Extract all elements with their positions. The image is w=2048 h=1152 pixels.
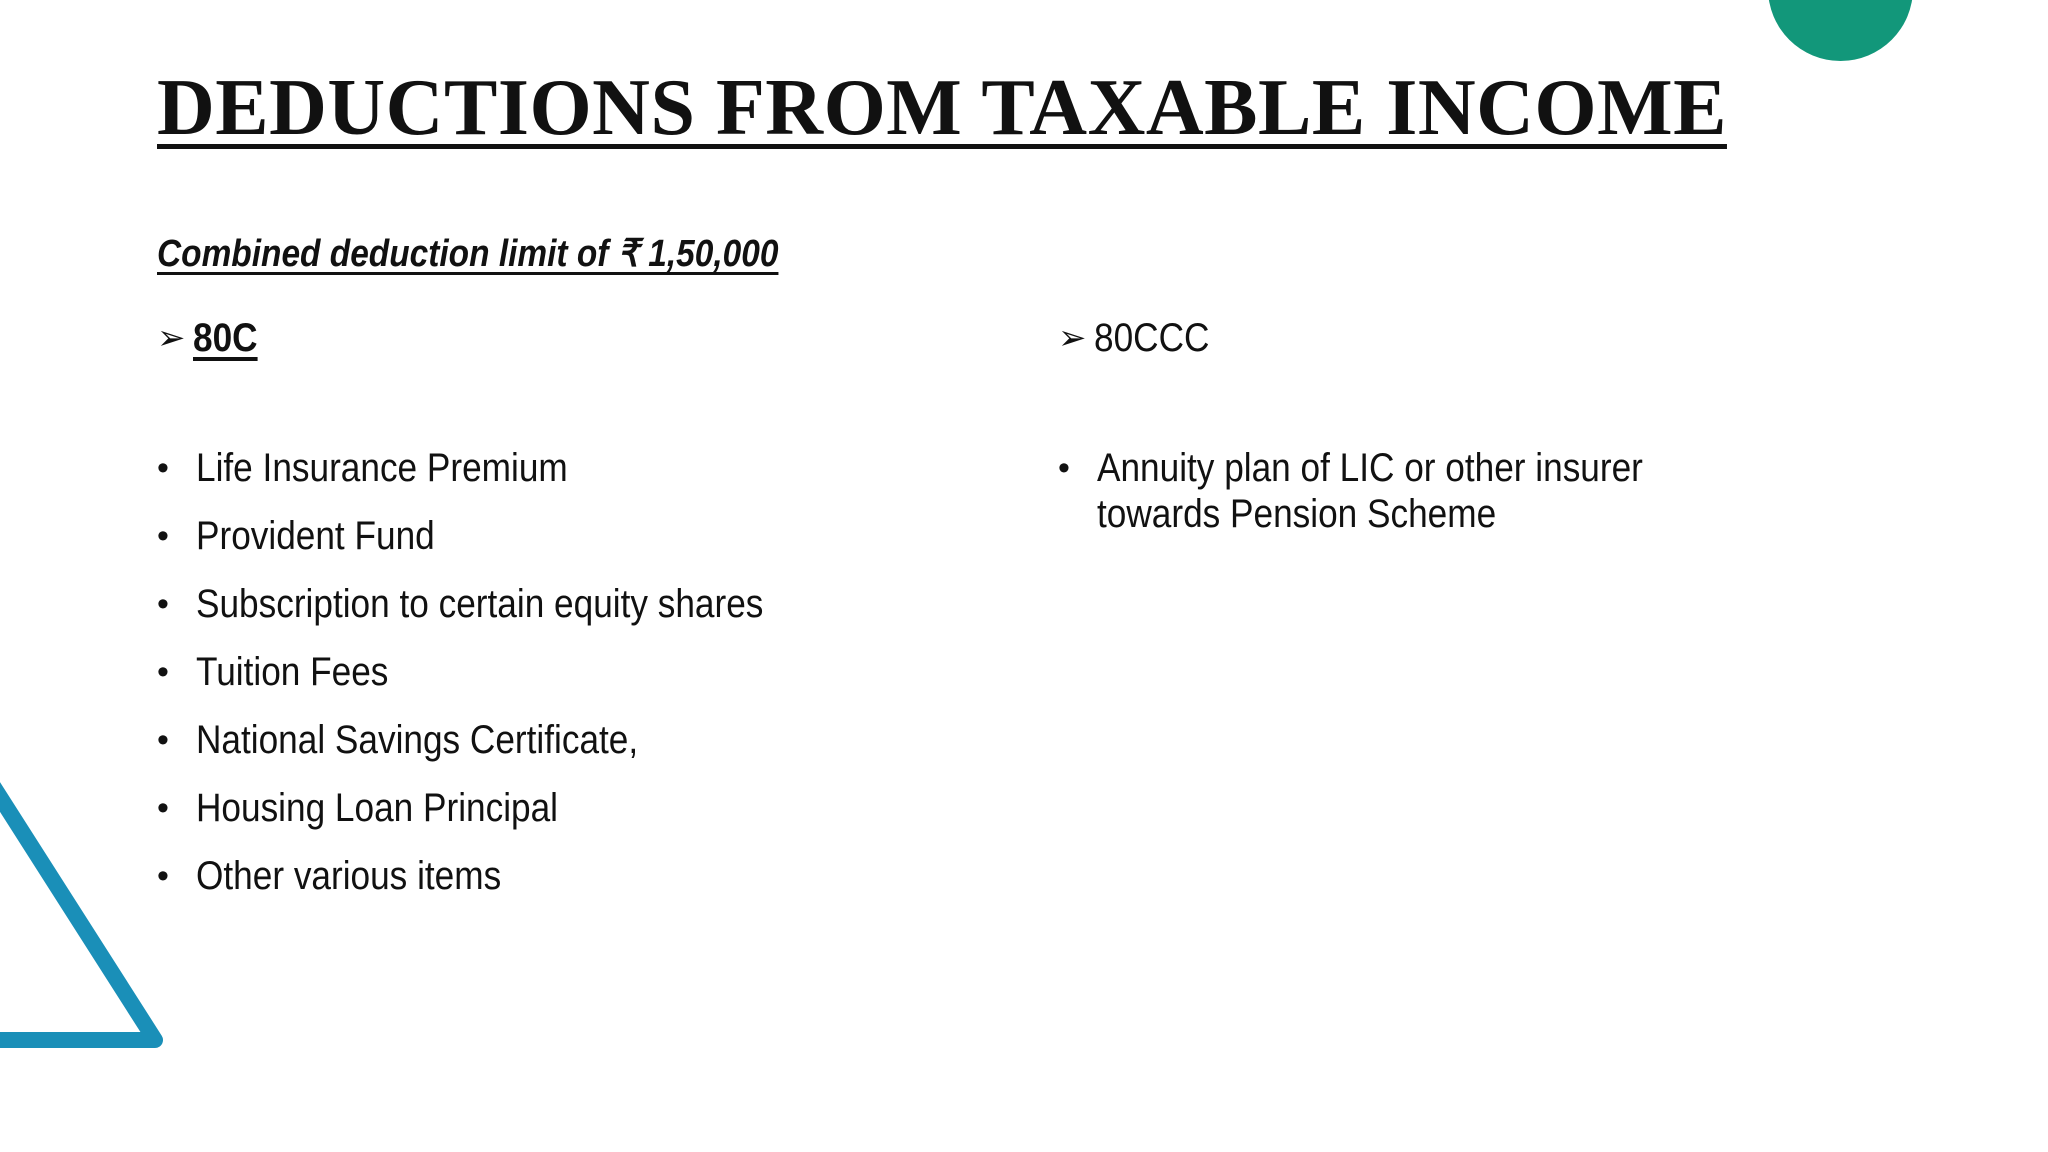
column-heading-80ccc: [1058, 310, 1898, 366]
bullet-icon: •: [157, 517, 169, 555]
slide-title: DEDUCTIONS FROM TAXABLE INCOME: [157, 64, 1727, 152]
column-heading-80c: [157, 310, 977, 366]
bullet-list-80ccc: [1058, 445, 1817, 559]
list-item: • National Savings Certificate,: [157, 718, 639, 762]
list-item: • Other various items: [157, 854, 502, 898]
bullet-icon: •: [157, 653, 169, 691]
decorative-triangle: [0, 730, 180, 1060]
bullet-icon: •: [157, 721, 169, 759]
slide-subtitle: Combined deduction limit of ₹ 1,50,000: [157, 233, 779, 275]
arrow-bullet-icon: ➢: [157, 319, 186, 357]
column-80ccc: [1058, 310, 1898, 536]
bullet-icon: •: [157, 449, 169, 487]
bullet-icon: •: [157, 585, 169, 623]
bullet-icon: •: [157, 789, 169, 827]
list-item: • Life Insurance Premium: [157, 446, 568, 490]
bullet-list-80c: [157, 445, 841, 921]
decorative-circle: [1768, 0, 1913, 61]
bullet-icon: •: [1058, 449, 1070, 487]
list-item: • Subscription to certain equity shares: [157, 582, 764, 626]
heading-label: 80C: [193, 316, 258, 360]
list-item: • Tuition Fees: [157, 650, 389, 694]
list-item: • Annuity plan of LIC or other insurer towards Pension Scheme: [1058, 446, 1643, 536]
list-item: • Housing Loan Principal: [157, 786, 559, 830]
bullet-icon: •: [157, 857, 169, 895]
heading-label: 80CCC: [1094, 316, 1210, 360]
arrow-bullet-icon: ➢: [1058, 319, 1087, 357]
column-80c: [157, 310, 977, 898]
list-item: • Provident Fund: [157, 514, 435, 558]
